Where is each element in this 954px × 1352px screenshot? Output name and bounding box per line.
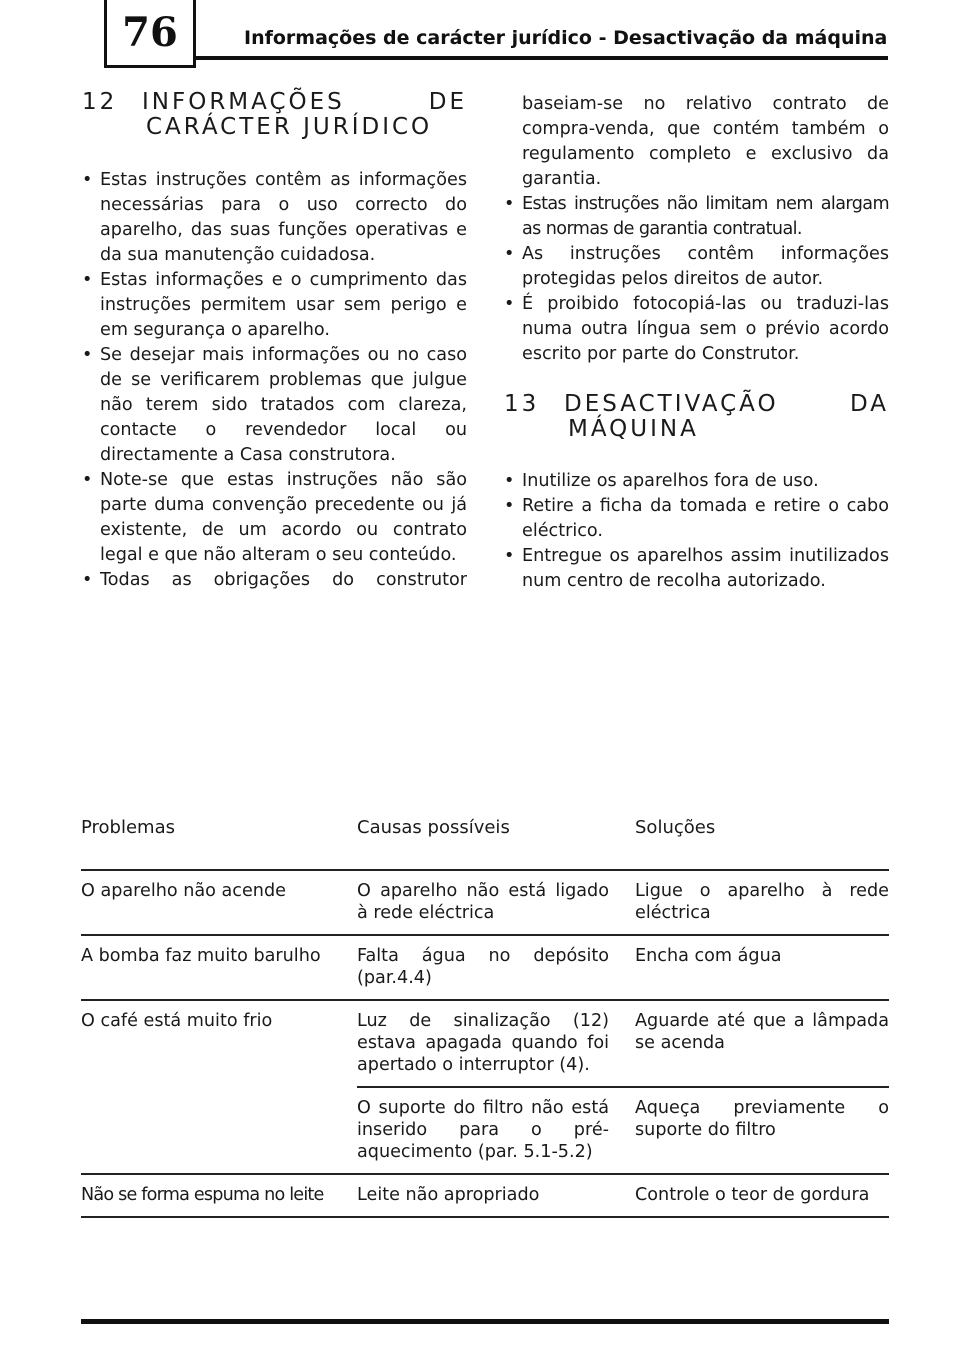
table-cell-cause: [357, 1000, 635, 1087]
right-column: [504, 92, 889, 594]
list-item: • Note-se que estas instruções não são parte duma convenção precedente ou já existente, de um acordo ou contrato legal e que não alteram o seu conteúdo.: [82, 468, 467, 568]
left-column: [82, 90, 467, 593]
table-cell-cause: [357, 935, 635, 1000]
section-13-heading: [504, 392, 889, 417]
table-cell-problem: O café está muito frio: [81, 1000, 357, 1174]
table-cell-solution: [635, 935, 889, 1000]
page-number: 76: [104, 0, 196, 68]
table-cell-problem: Não se forma espuma no leite: [81, 1174, 357, 1217]
section-12-title-line1: INFORMAÇÕES DE: [142, 89, 467, 115]
list-item: • As instruções contêm informações protegidas pelos direitos de autor.: [504, 242, 889, 292]
solution-text: Ligue o aparelho à rede eléctrica: [635, 881, 889, 923]
table-row: [81, 870, 889, 935]
table-cell-cause: [357, 1174, 635, 1217]
table-row: [81, 1174, 889, 1217]
list-item: • Retire a ficha da tomada e retire o cabo eléctrico.: [504, 494, 889, 544]
section-12-heading: [82, 90, 467, 115]
column-header-solutions: Soluções: [635, 812, 889, 870]
cause-text: O aparelho não está ligado à rede eléctrica: [357, 881, 609, 923]
footer-rule: [81, 1319, 889, 1324]
table-row: [81, 935, 889, 1000]
solution-text: Aguarde até que a lâmpada se acenda: [635, 1011, 889, 1053]
cause-text: Falta água no depósito (par.4.4): [357, 946, 609, 988]
list-item: • Inutilize os aparelhos fora de uso.: [504, 469, 889, 494]
column-header-causes: Causas possíveis: [357, 812, 635, 870]
section-12-bullet-list: [82, 168, 467, 593]
list-item: • Estas instruções não limitam nem alargam as normas de garantia contratual.: [504, 192, 889, 242]
table-row: [81, 1000, 889, 1087]
cause-text: Leite não apropriado: [357, 1185, 540, 1205]
table-header-row: [81, 812, 889, 870]
section-13-number: 13: [504, 391, 540, 417]
column-header-problems: Problemas: [81, 812, 357, 870]
running-header-title: Informações de carácter jurídico - Desactivação da máquina: [244, 27, 888, 49]
list-item: • É proibido fotocopiá-las ou traduzi-las numa outra língua sem o prévio acordo escrito por parte do Construtor.: [504, 292, 889, 367]
table-cell-cause: [357, 870, 635, 935]
solution-text: Encha com água: [635, 946, 782, 966]
table-cell-cause: [357, 1087, 635, 1174]
list-item: • Estas instruções contêm as informações necessárias para o uso correcto do aparelho, das suas funções operativas e da sua manutenção cuidadosa.: [82, 168, 467, 268]
header-rule: [196, 56, 888, 60]
section-13-title-line2: MÁQUINA: [568, 416, 699, 442]
table-cell-solution: [635, 1174, 889, 1217]
section-12-bullet-list-continued: [504, 192, 889, 367]
table-cell-problem: O aparelho não acende: [81, 870, 357, 935]
section-13-title-line1: DESACTIVAÇÃO DA: [564, 391, 889, 417]
section-12-continuation: baseiam-se no relativo contrato de compra-venda, que contém também o regulamento completo e exclusivo da garantia.: [522, 94, 889, 189]
section-13-bullet-list: [504, 469, 889, 594]
cause-text: O suporte do filtro não está inserido para o pré-aquecimento (par. 5.1-5.2): [357, 1098, 609, 1162]
list-item: • Entregue os aparelhos assim inutilizados num centro de recolha autorizado.: [504, 544, 889, 594]
troubleshooting-table: [81, 812, 889, 1218]
table-cell-problem: A bomba faz muito barulho: [81, 935, 357, 1000]
list-item: • Estas informações e o cumprimento das instruções permitem usar sem perigo e em segurança o aparelho.: [82, 268, 467, 343]
cause-text: Luz de sinalização (12) estava apagada quando foi apertado o interruptor (4).: [357, 1011, 609, 1075]
section-12-title-line2: CARÁCTER JURÍDICO: [146, 114, 433, 140]
table-cell-solution: [635, 870, 889, 935]
solution-text: Controle o teor de gordura: [635, 1185, 870, 1205]
list-item: • Todas as obrigações do construtor: [82, 568, 467, 593]
list-item: • Se desejar mais informações ou no caso de se verificarem problemas que julgue não terem sido tratados com clareza, contacte o revendedor local ou directamente a Casa construtora.: [82, 343, 467, 468]
section-12-number: 12: [82, 89, 118, 115]
solution-text: Aqueça previamente o suporte do filtro: [635, 1098, 889, 1140]
table-cell-solution: [635, 1000, 889, 1087]
table-cell-solution: [635, 1087, 889, 1174]
